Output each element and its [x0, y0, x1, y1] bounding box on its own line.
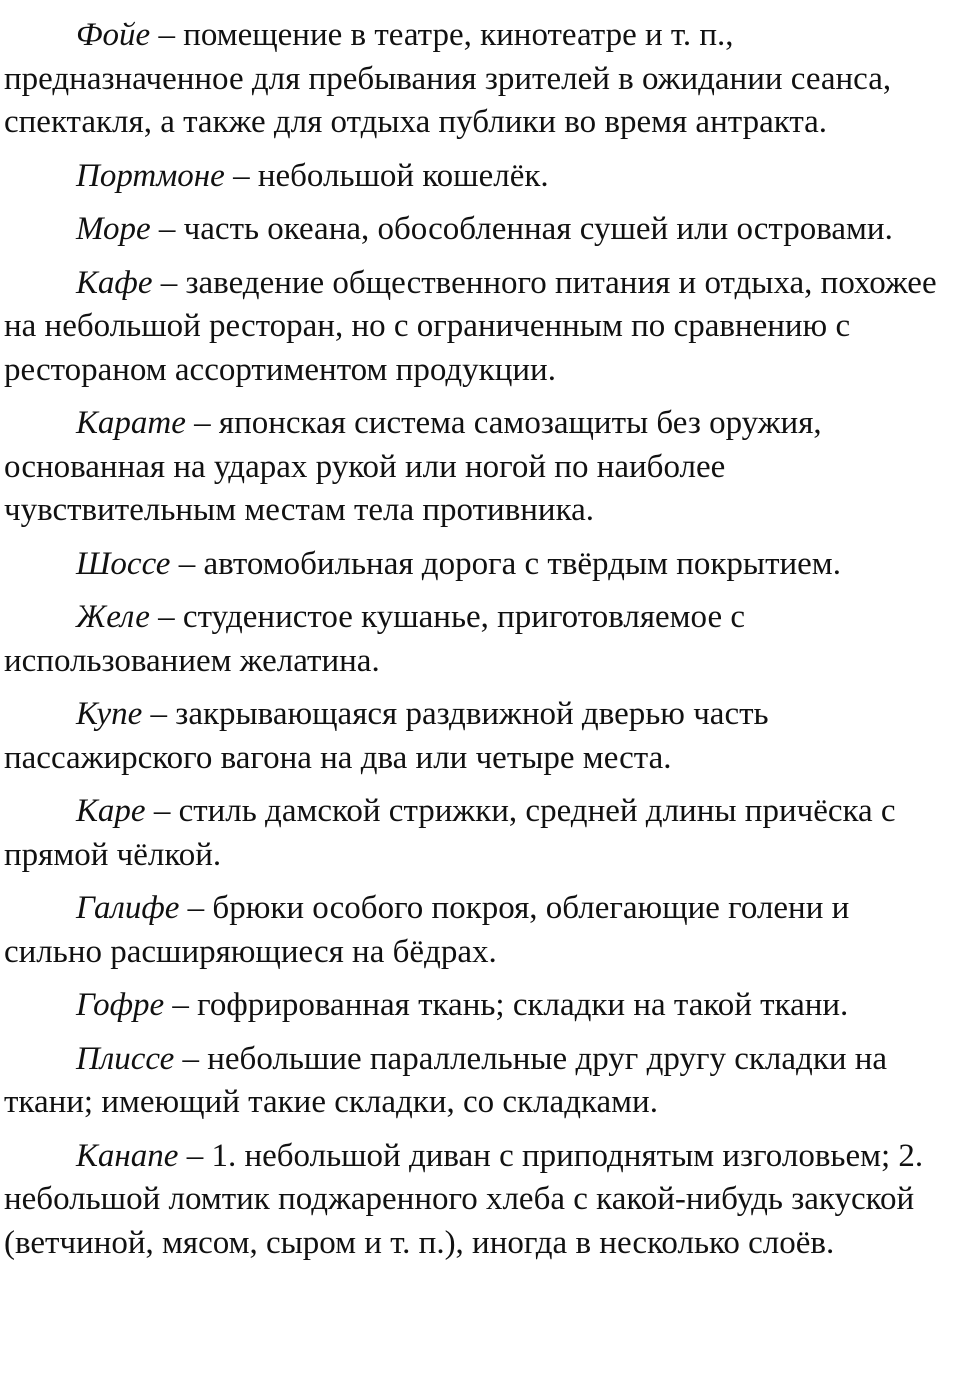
entry-karate: [4, 402, 946, 533]
entry-portmone: [4, 155, 946, 199]
term: Фойе: [76, 17, 151, 53]
entry-gofre: [4, 984, 946, 1028]
entry-plisse: [4, 1038, 946, 1125]
dash: –: [224, 157, 258, 194]
term: Шоссе: [76, 545, 171, 582]
dash: –: [178, 1137, 212, 1174]
term: Желе: [76, 599, 150, 635]
dash: –: [179, 890, 213, 926]
dash: –: [174, 1040, 208, 1077]
term: Портмоне: [76, 157, 225, 194]
definition: 1. небольшой диван с приподнятым изголовьем; 2. небольшой ломтик поджаренного хлеба с какой-нибудь закуской (ветчиной, мясом, сыром и т. п.), иногда в несколько слоёв.: [4, 1137, 924, 1261]
term: Море: [76, 211, 151, 247]
definition: стиль дамской стрижки, средней длины причёска с прямой чёлкой.: [4, 793, 896, 873]
term: Гофре: [76, 987, 165, 1023]
entry-kanape: [4, 1135, 946, 1266]
entry-kafe: [4, 262, 946, 393]
term: Карате: [76, 405, 186, 441]
definition: заведение общественного питания и отдыха, похожее на небольшой ресторан, но с ограниченным по сравнению с рестораном ассортиментом продукции.: [4, 264, 937, 388]
term: Галифе: [76, 890, 180, 926]
dash: –: [185, 405, 219, 441]
dash: –: [152, 264, 186, 301]
dash: –: [170, 545, 204, 582]
entry-zhele: [4, 596, 946, 683]
definition: закрывающаяся раздвижной дверью часть пассажирского вагона на два или четыре места.: [4, 696, 769, 776]
term: Купе: [76, 696, 143, 732]
definition: студенистое кушанье, приготовляемое с использованием желатина.: [4, 599, 746, 679]
dash: –: [142, 696, 176, 732]
definition: помещение в театре, кинотеатре и т. п., предназначенное для пребывания зрителей в ожидании сеанса, спектакля, а также для отдыха публики во время антракта.: [4, 17, 892, 140]
entry-foye: [4, 14, 946, 145]
definition: автомобильная дорога с твёрдым покрытием.: [203, 545, 841, 582]
definition: гофрированная ткань; складки на такой ткани.: [197, 987, 849, 1023]
term: Канапе: [76, 1137, 179, 1174]
definition: брюки особого покроя, облегающие голени и сильно расширяющиеся на бёдрах.: [4, 890, 850, 970]
definition: японская система самозащиты без оружия, основанная на ударах рукой или ногой по наиболее чувствительным местам тела противника.: [4, 405, 822, 528]
definition: небольшие параллельные друг другу складки на ткани; имеющий такие складки, со складками.: [4, 1040, 888, 1120]
entry-shosse: [4, 543, 946, 587]
term: Кафе: [76, 264, 153, 301]
dash: –: [149, 599, 183, 635]
entry-more: [4, 208, 946, 252]
definition: часть океана, обособленная сушей или островами.: [183, 211, 893, 247]
term: Каре: [76, 793, 146, 829]
dash: –: [150, 211, 184, 247]
entry-kupe: [4, 693, 946, 780]
dash: –: [164, 987, 198, 1023]
definition: небольшой кошелёк.: [257, 157, 549, 194]
dash: –: [145, 793, 179, 829]
term: Плиссе: [76, 1040, 175, 1077]
entry-galife: [4, 887, 946, 974]
entry-kare: [4, 790, 946, 877]
dash: –: [150, 17, 184, 53]
